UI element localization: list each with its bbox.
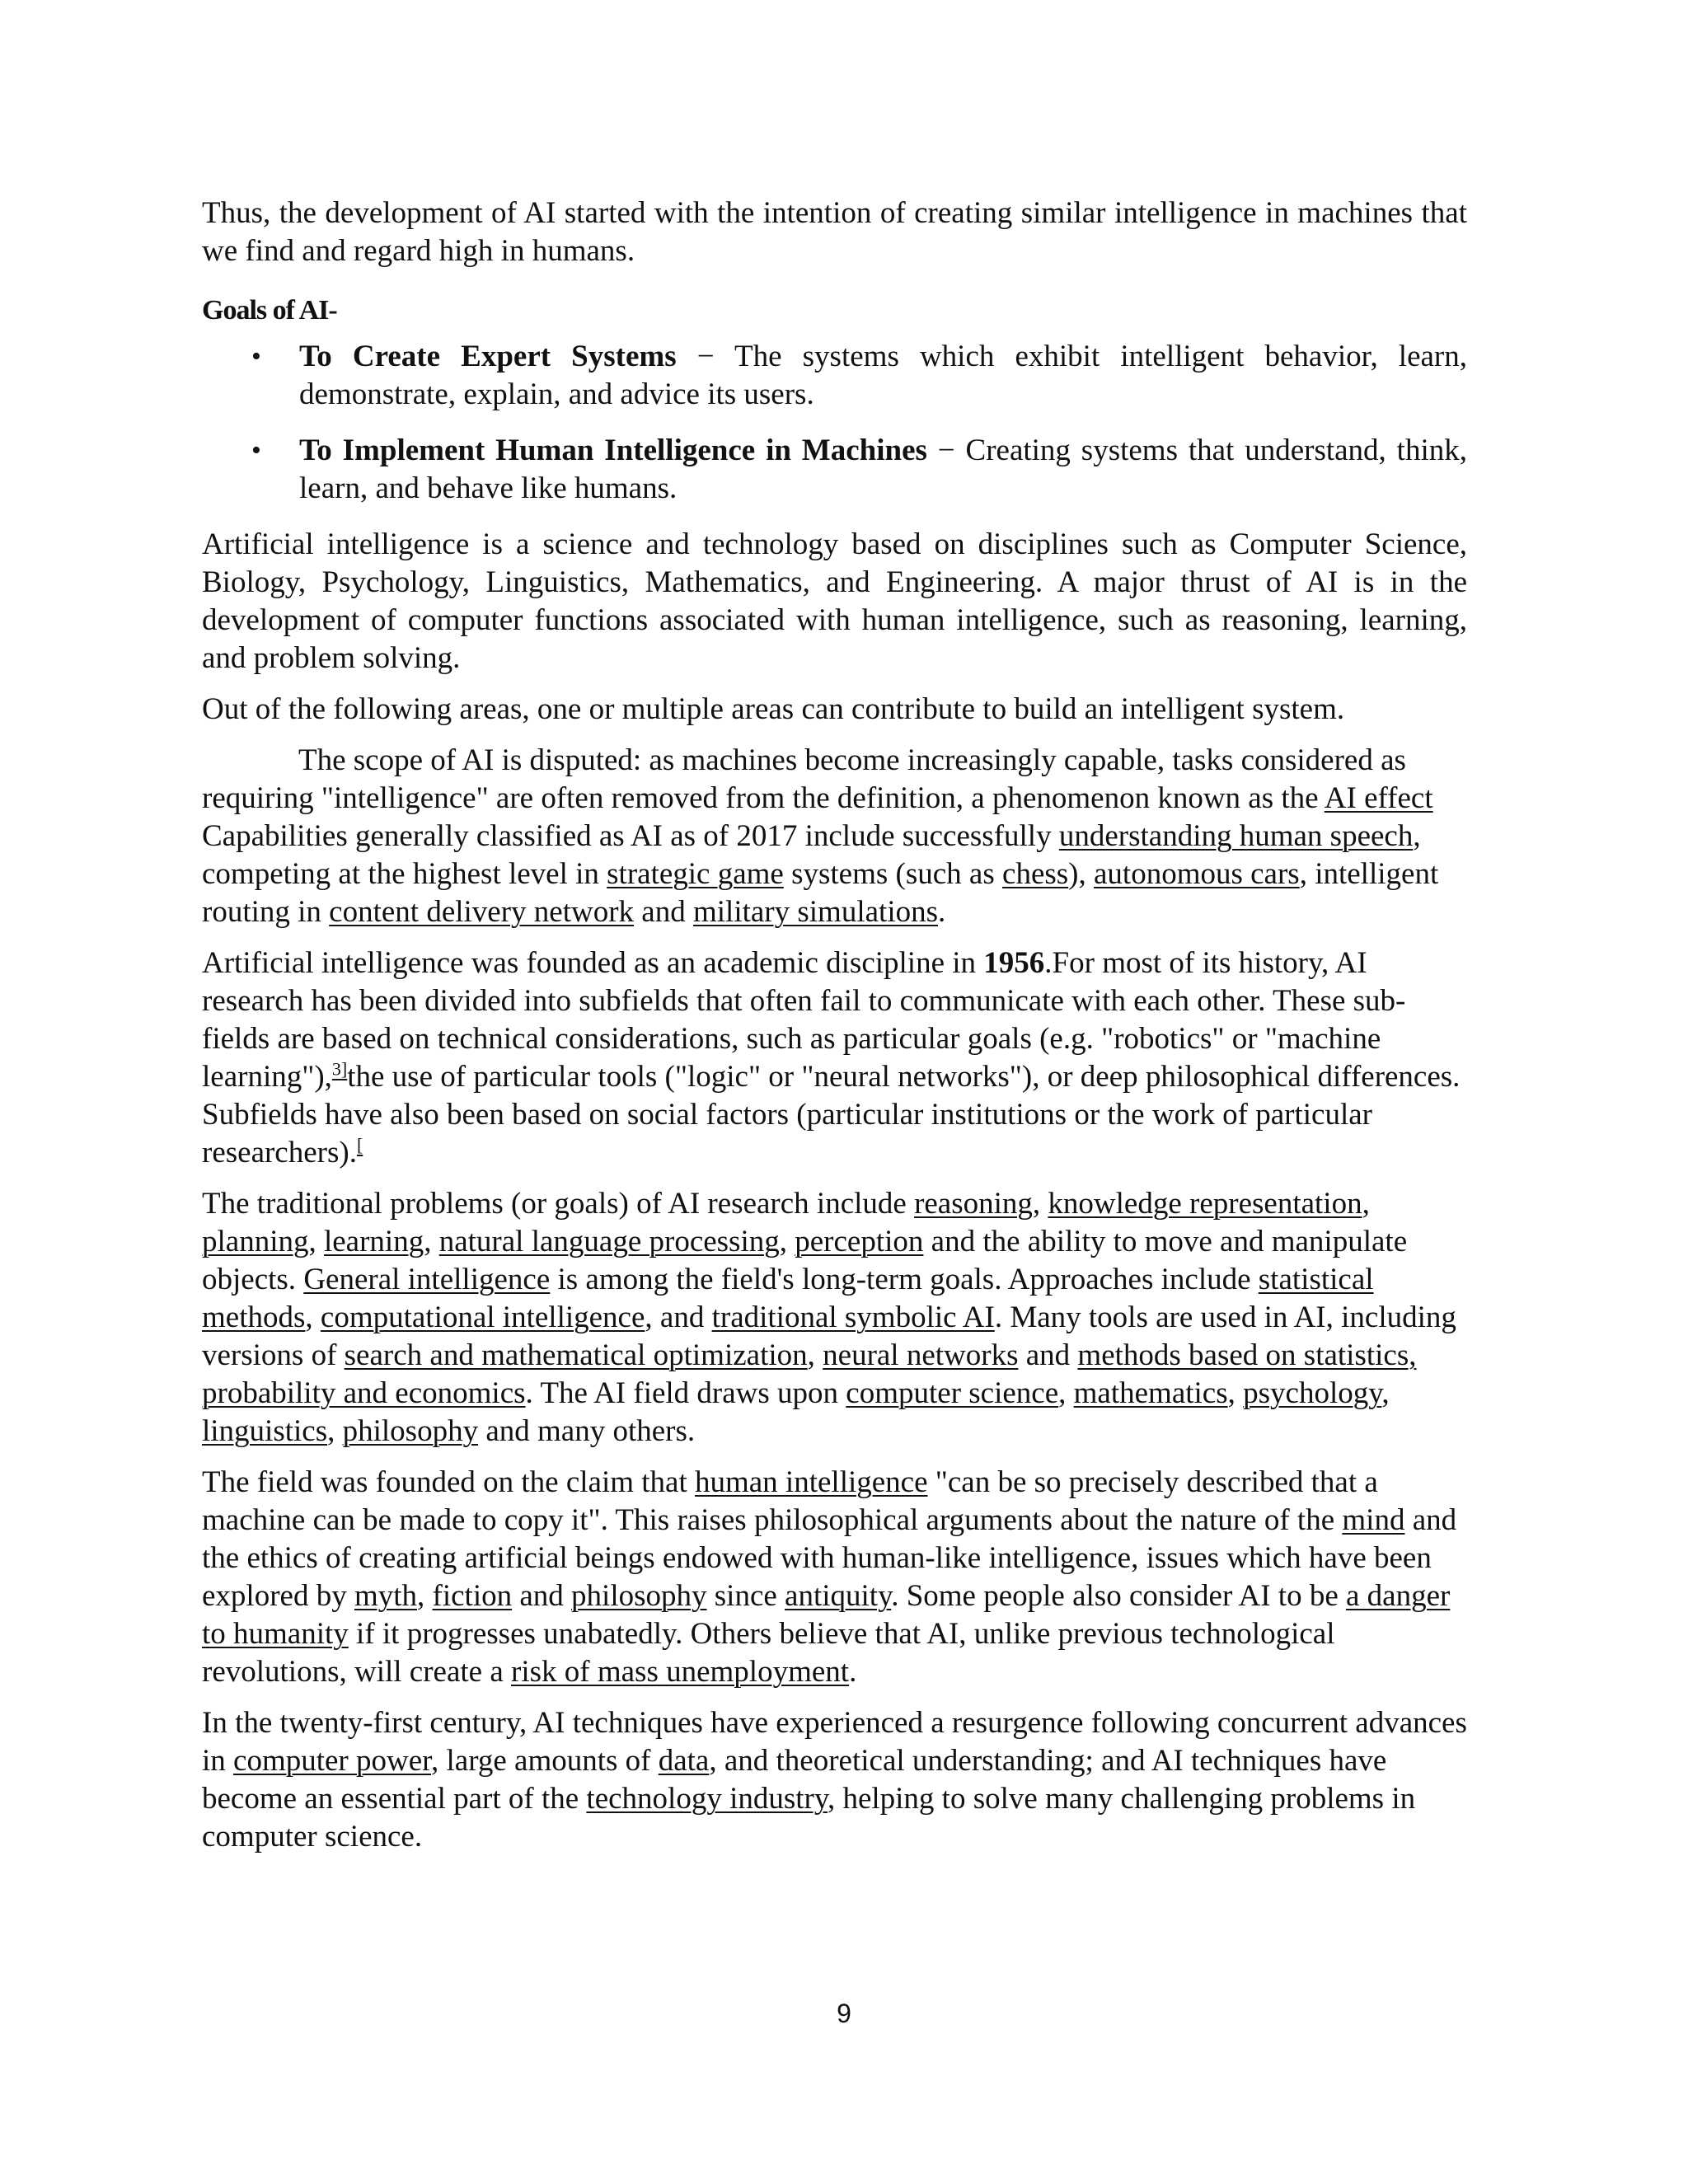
link-statistical-methods[interactable]: statistical methods [202, 1263, 1374, 1334]
link-learning[interactable]: learning [323, 1225, 424, 1258]
link-mathematics[interactable]: mathematics [1073, 1376, 1228, 1410]
link-traditional-symbolic-ai[interactable]: traditional symbolic AI [711, 1301, 995, 1334]
link-human-intelligence[interactable]: human intelligence [694, 1465, 928, 1499]
link-data[interactable]: data [658, 1744, 710, 1778]
year-1956: 1956 [983, 946, 1045, 980]
problems-paragraph: The traditional problems (or goals) of AI research include reasoning, knowledge representation, planning, learning, natural language processing, perception and the ability to move and manipulate objects. General intelligence is among the field's long-term goals. Approaches include statistical methods, computational intelligence, and traditional symbolic AI. Many tools are used in AI, including versions of search and mathematical optimization, neural networks and methods based on statistics, probability and economics. The AI field draws upon computer science, mathematics, psychology, linguistics, philosophy and many others. [202, 1187, 1456, 1448]
link-ai-effect[interactable]: AI effect [1324, 781, 1433, 815]
page-number: 9 [837, 1999, 851, 2028]
link-psychology[interactable]: psychology [1243, 1376, 1382, 1410]
list-item: • To Implement Human Intelligence in Machines − Creating systems that understand, think, learn, and behave like humans. [251, 434, 1467, 505]
link-perception[interactable]: perception [795, 1225, 924, 1258]
link-danger-to-humanity[interactable]: a danger to humanity [202, 1579, 1451, 1651]
bullet-icon: • [251, 341, 261, 372]
goal-description: Creating systems that understand, think, learn, and behave like humans. [299, 434, 1467, 505]
link-planning[interactable]: planning [202, 1225, 309, 1258]
bullet-icon: • [251, 435, 261, 466]
link-computer-power[interactable]: computer power [233, 1744, 431, 1778]
link-computer-science[interactable]: computer science [846, 1376, 1059, 1410]
link-strategic-game[interactable]: strategic game [607, 857, 784, 891]
list-item: • To Create Expert Systems − The systems which exhibit intelligent behavior, learn, demonstrate, explain, and advice its users. [251, 340, 1467, 411]
link-search-and-mathematical-optimization[interactable]: search and mathematical optimization [344, 1338, 808, 1372]
link-fiction[interactable]: fiction [432, 1579, 513, 1613]
goals-list [202, 338, 1467, 508]
areas-paragraph: Out of the following areas, one or multiple areas can contribute to build an intelligent system. [202, 692, 1345, 726]
link-methods-statistics-probability-economics[interactable]: methods based on statistics, probability and economics [202, 1338, 1417, 1410]
link-mind[interactable]: mind [1342, 1503, 1405, 1537]
link-technology-industry[interactable]: technology industry [586, 1782, 828, 1816]
link-general-intelligence[interactable]: General intelligence [303, 1263, 551, 1296]
link-natural-language-processing[interactable]: natural language processing [438, 1225, 780, 1258]
link-myth[interactable]: myth [354, 1579, 418, 1613]
link-reasoning[interactable]: reasoning [914, 1187, 1033, 1221]
goal-term: To Create Expert Systems [299, 340, 677, 373]
link-computational-intelligence[interactable]: computational intelligence [320, 1301, 645, 1334]
link-knowledge-representation[interactable]: knowledge representation [1048, 1187, 1362, 1221]
claim-paragraph: The field was founded on the claim that human intelligence "can be so precisely described that a machine can be made to copy it". This raises philosophical arguments about the nature of the mind and the ethics of creating artificial beings endowed with human-like intelligence, issues which have been explored by myth, fiction and philosophy since antiquity. Some people also consider AI to be a danger to humanity if it progresses unabatedly. Others believe that AI, unlike previous technological revolutions, will create a risk of mass unemployment. [202, 1465, 1457, 1689]
link-risk-of-mass-unemployment[interactable]: risk of mass unemployment [511, 1655, 850, 1689]
citation-link[interactable]: 3] [331, 1058, 348, 1080]
link-antiquity[interactable]: antiquity [785, 1579, 892, 1613]
link-philosophy[interactable]: philosophy [342, 1414, 479, 1448]
goal-description: The systems which exhibit intelligent behavior, learn, demonstrate, explain, and advice its users. [299, 340, 1467, 411]
link-linguistics[interactable]: linguistics [202, 1414, 328, 1448]
founded-paragraph: Artificial intelligence was founded as an academic discipline in 1956.For most of its history, AI research has been divided into subfields that often fail to communicate with each other. These sub-fields are based on technical considerations, such as particular goals (e.g. "robotics" or "machine learning"),$^{3]}$the use of particular tools ("logic" or "neural networks"), or deep philosophical differences. Subfields have also been based on social factors (particular institutions or the work of particular researchers).[ [202, 946, 1461, 1169]
link-understanding-human-speech[interactable]: understanding human speech [1058, 819, 1414, 853]
link-military-simulations[interactable]: military simulations [692, 895, 938, 929]
century-paragraph: In the twenty-first century, AI techniques have experienced a resurgence following concurrent advances in computer power, large amounts of data, and theoretical understanding; and AI techniques have become an essential part of the technology industry, helping to solve many challenging problems in computer science. [202, 1706, 1467, 1854]
scope-paragraph: The scope of AI is disputed: as machines become increasingly capable, tasks considered as requiring "intelligence" are often removed from the definition, a phenomenon known as the AI effect Capabilities generally classified as AI as of 2017 include successfully understanding human speech, competing at the highest level in strategic game systems (such as chess), autonomous cars, intelligent routing in content delivery network and military simulations. [202, 743, 1439, 929]
intro-paragraph: Thus, the development of AI started with the intention of creating similar intelligence in machines that we find and regard high in humans. [202, 196, 1467, 268]
link-autonomous-cars[interactable]: autonomous cars [1094, 857, 1300, 891]
link-chess[interactable]: chess [1002, 857, 1069, 891]
link-content-delivery-network[interactable]: content delivery network [329, 895, 635, 929]
goals-heading: Goals of AI- [202, 295, 337, 326]
citation-link[interactable]: [ [356, 1134, 363, 1155]
page-content [202, 194, 1467, 1869]
link-philosophy-2[interactable]: philosophy [571, 1579, 707, 1613]
link-neural-networks[interactable]: neural networks [823, 1338, 1019, 1372]
goal-term: To Implement Human Intelligence in Machines [299, 434, 927, 467]
disciplines-paragraph: Artificial intelligence is a science and technology based on disciplines such as Computer Science, Biology, Psychology, Linguistics, Mathematics, and Engineering. A major thrust of AI is in the development of computer functions associated with human intelligence, such as reasoning, learning, and problem solving. [202, 527, 1467, 675]
